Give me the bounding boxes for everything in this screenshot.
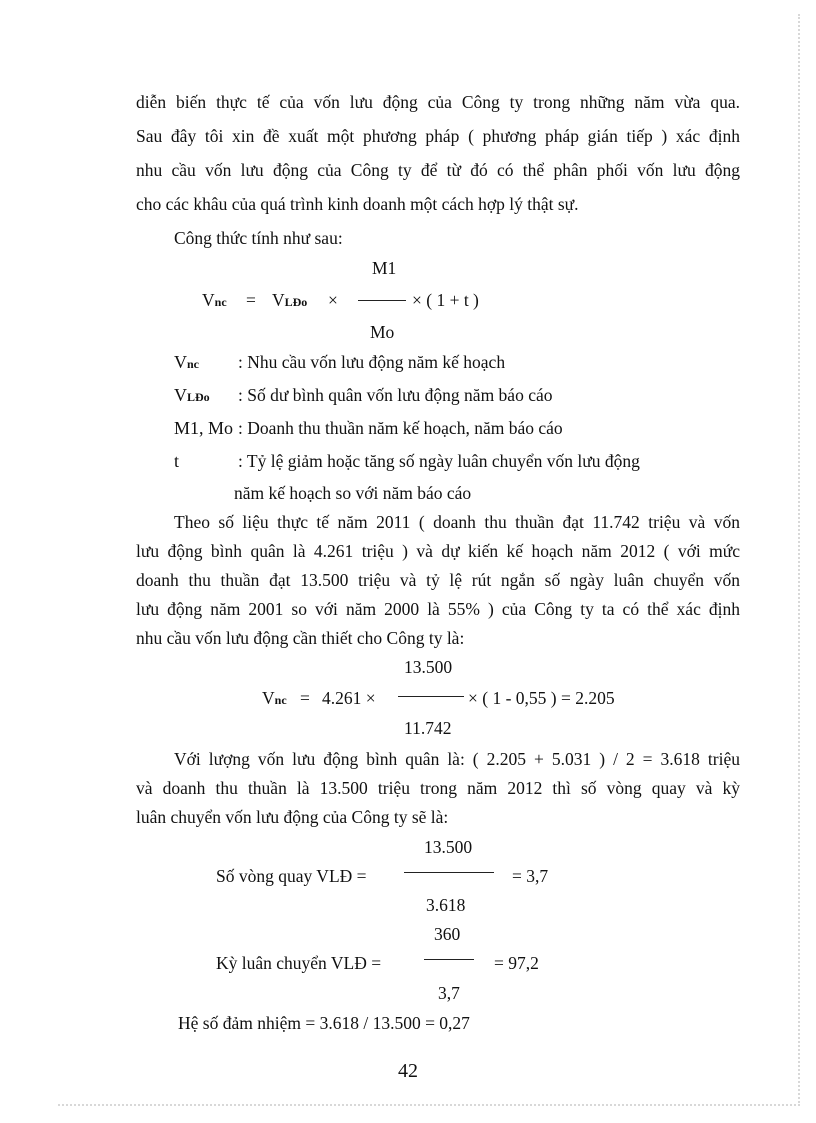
formula4-numerator: 360	[434, 924, 461, 944]
definition-symbol-text: V	[174, 385, 187, 405]
definition-text-vnc: : Nhu cầu vốn lưu động năm kế hoạch	[238, 352, 506, 372]
paragraph3-line-3: luân chuyển vốn lưu động của Công ty sẽ là:	[136, 807, 449, 827]
definition-symbol-text: V	[174, 352, 187, 372]
formula1-eq: =	[246, 290, 256, 310]
definition-symbol-vldo	[174, 385, 210, 406]
formula3-label: Số vòng quay VLĐ =	[216, 866, 367, 886]
formula4-fraction-bar	[424, 959, 474, 960]
page-number: 42	[398, 1060, 418, 1082]
paragraph3-line-1: Với lượng vốn lưu động bình quân là: ( 2.205 + 5.031 ) / 2 = 3.618 triệu	[174, 749, 740, 769]
paragraph2-line-5: nhu cầu vốn lưu động cần thiết cho Công ty là:	[136, 628, 465, 648]
formula2-lhs-sub: nc	[274, 693, 287, 707]
definition-symbol-text: t	[174, 451, 180, 471]
formula1-tail: × ( 1 + t )	[412, 290, 479, 310]
formula-intro: Công thức tính như sau:	[174, 228, 343, 248]
formula1-fraction-bar	[358, 300, 406, 301]
formula2-tail: × ( 1 - 0,55 ) = 2.205	[468, 688, 615, 708]
formula2-numerator: 13.500	[404, 657, 453, 677]
definition-symbol-sub: nc	[187, 357, 199, 371]
paragraph3-line-2: và doanh thu thuần là 13.500 triệu trong năm 2012 thì số vòng quay và kỳ	[136, 778, 740, 798]
formula1-v	[272, 290, 307, 311]
formula1-v-sub: LĐo	[284, 295, 308, 309]
formula1-lhs-sub: nc	[214, 295, 227, 309]
definition-symbol-t	[174, 451, 179, 472]
definition-text-t: : Tỷ lệ giảm hoặc tăng số ngày luân chuyển vốn lưu động	[238, 451, 640, 471]
formula1-v-symbol: V	[272, 290, 285, 310]
definition-continuation: năm kế hoạch so với năm báo cáo	[234, 483, 472, 503]
formula3-fraction-bar	[404, 872, 494, 873]
formula2-eq: =	[300, 688, 310, 708]
definition-symbol-vnc	[174, 352, 199, 373]
paragraph2-line-1: Theo số liệu thực tế năm 2011 ( doanh thu thuần đạt 11.742 triệu và vốn	[174, 512, 740, 532]
formula-5: Hệ số đảm nhiệm = 3.618 / 13.500 = 0,27	[178, 1013, 470, 1033]
formula1-lhs-symbol: V	[202, 290, 215, 310]
formula4-denominator: 3,7	[438, 983, 460, 1003]
formula2-lhs-symbol: V	[262, 688, 275, 708]
formula1-times: ×	[328, 290, 338, 310]
formula2-denominator: 11.742	[404, 718, 452, 738]
formula4-label: Kỳ luân chuyển VLĐ =	[216, 953, 382, 973]
formula2-lhs	[262, 688, 287, 709]
definition-symbol-m	[174, 418, 233, 439]
formula1-denominator: Mo	[370, 322, 395, 342]
paragraph2-line-3: doanh thu thuần đạt 13.500 triệu và tỷ lệ rút ngắn số ngày luân chuyển vốn	[136, 570, 740, 590]
formula1-numerator: M1	[372, 258, 397, 278]
formula2-fraction-bar	[398, 696, 464, 697]
formula1-lhs	[202, 290, 227, 311]
paragraph1-line-1: diễn biến thực tế của vốn lưu động của Công ty trong những năm vừa qua.	[136, 92, 740, 112]
formula2-left: 4.261 ×	[322, 688, 376, 708]
definition-symbol-text: M1, Mo	[174, 418, 234, 438]
formula3-denominator: 3.618	[426, 895, 466, 915]
paragraph2-line-4: lưu động năm 2001 so với năm 2000 là 55% ) của Công ty ta có thể xác định	[136, 599, 740, 619]
paragraph1-line-2: Sau đây tôi xin đề xuất một phương pháp ( phương pháp gián tiếp ) xác định	[136, 126, 740, 146]
formula3-result: = 3,7	[512, 866, 549, 886]
definition-symbol-sub: LĐo	[187, 390, 210, 404]
definition-text-m: : Doanh thu thuần năm kế hoạch, năm báo cáo	[238, 418, 563, 438]
definition-text-vldo: : Số dư bình quân vốn lưu động năm báo cáo	[238, 385, 553, 405]
formula3-numerator: 13.500	[424, 837, 473, 857]
paragraph1-line-3: nhu cầu vốn lưu động của Công ty để từ đó có thể phân phối vốn lưu động	[136, 160, 740, 180]
paragraph2-line-2: lưu động bình quân là 4.261 triệu ) và dự kiến kế hoạch năm 2012 ( với mức	[136, 541, 740, 561]
formula4-result: = 97,2	[494, 953, 539, 973]
paragraph1-line-4: cho các khâu của quá trình kinh doanh một cách hợp lý thật sự.	[136, 194, 579, 214]
